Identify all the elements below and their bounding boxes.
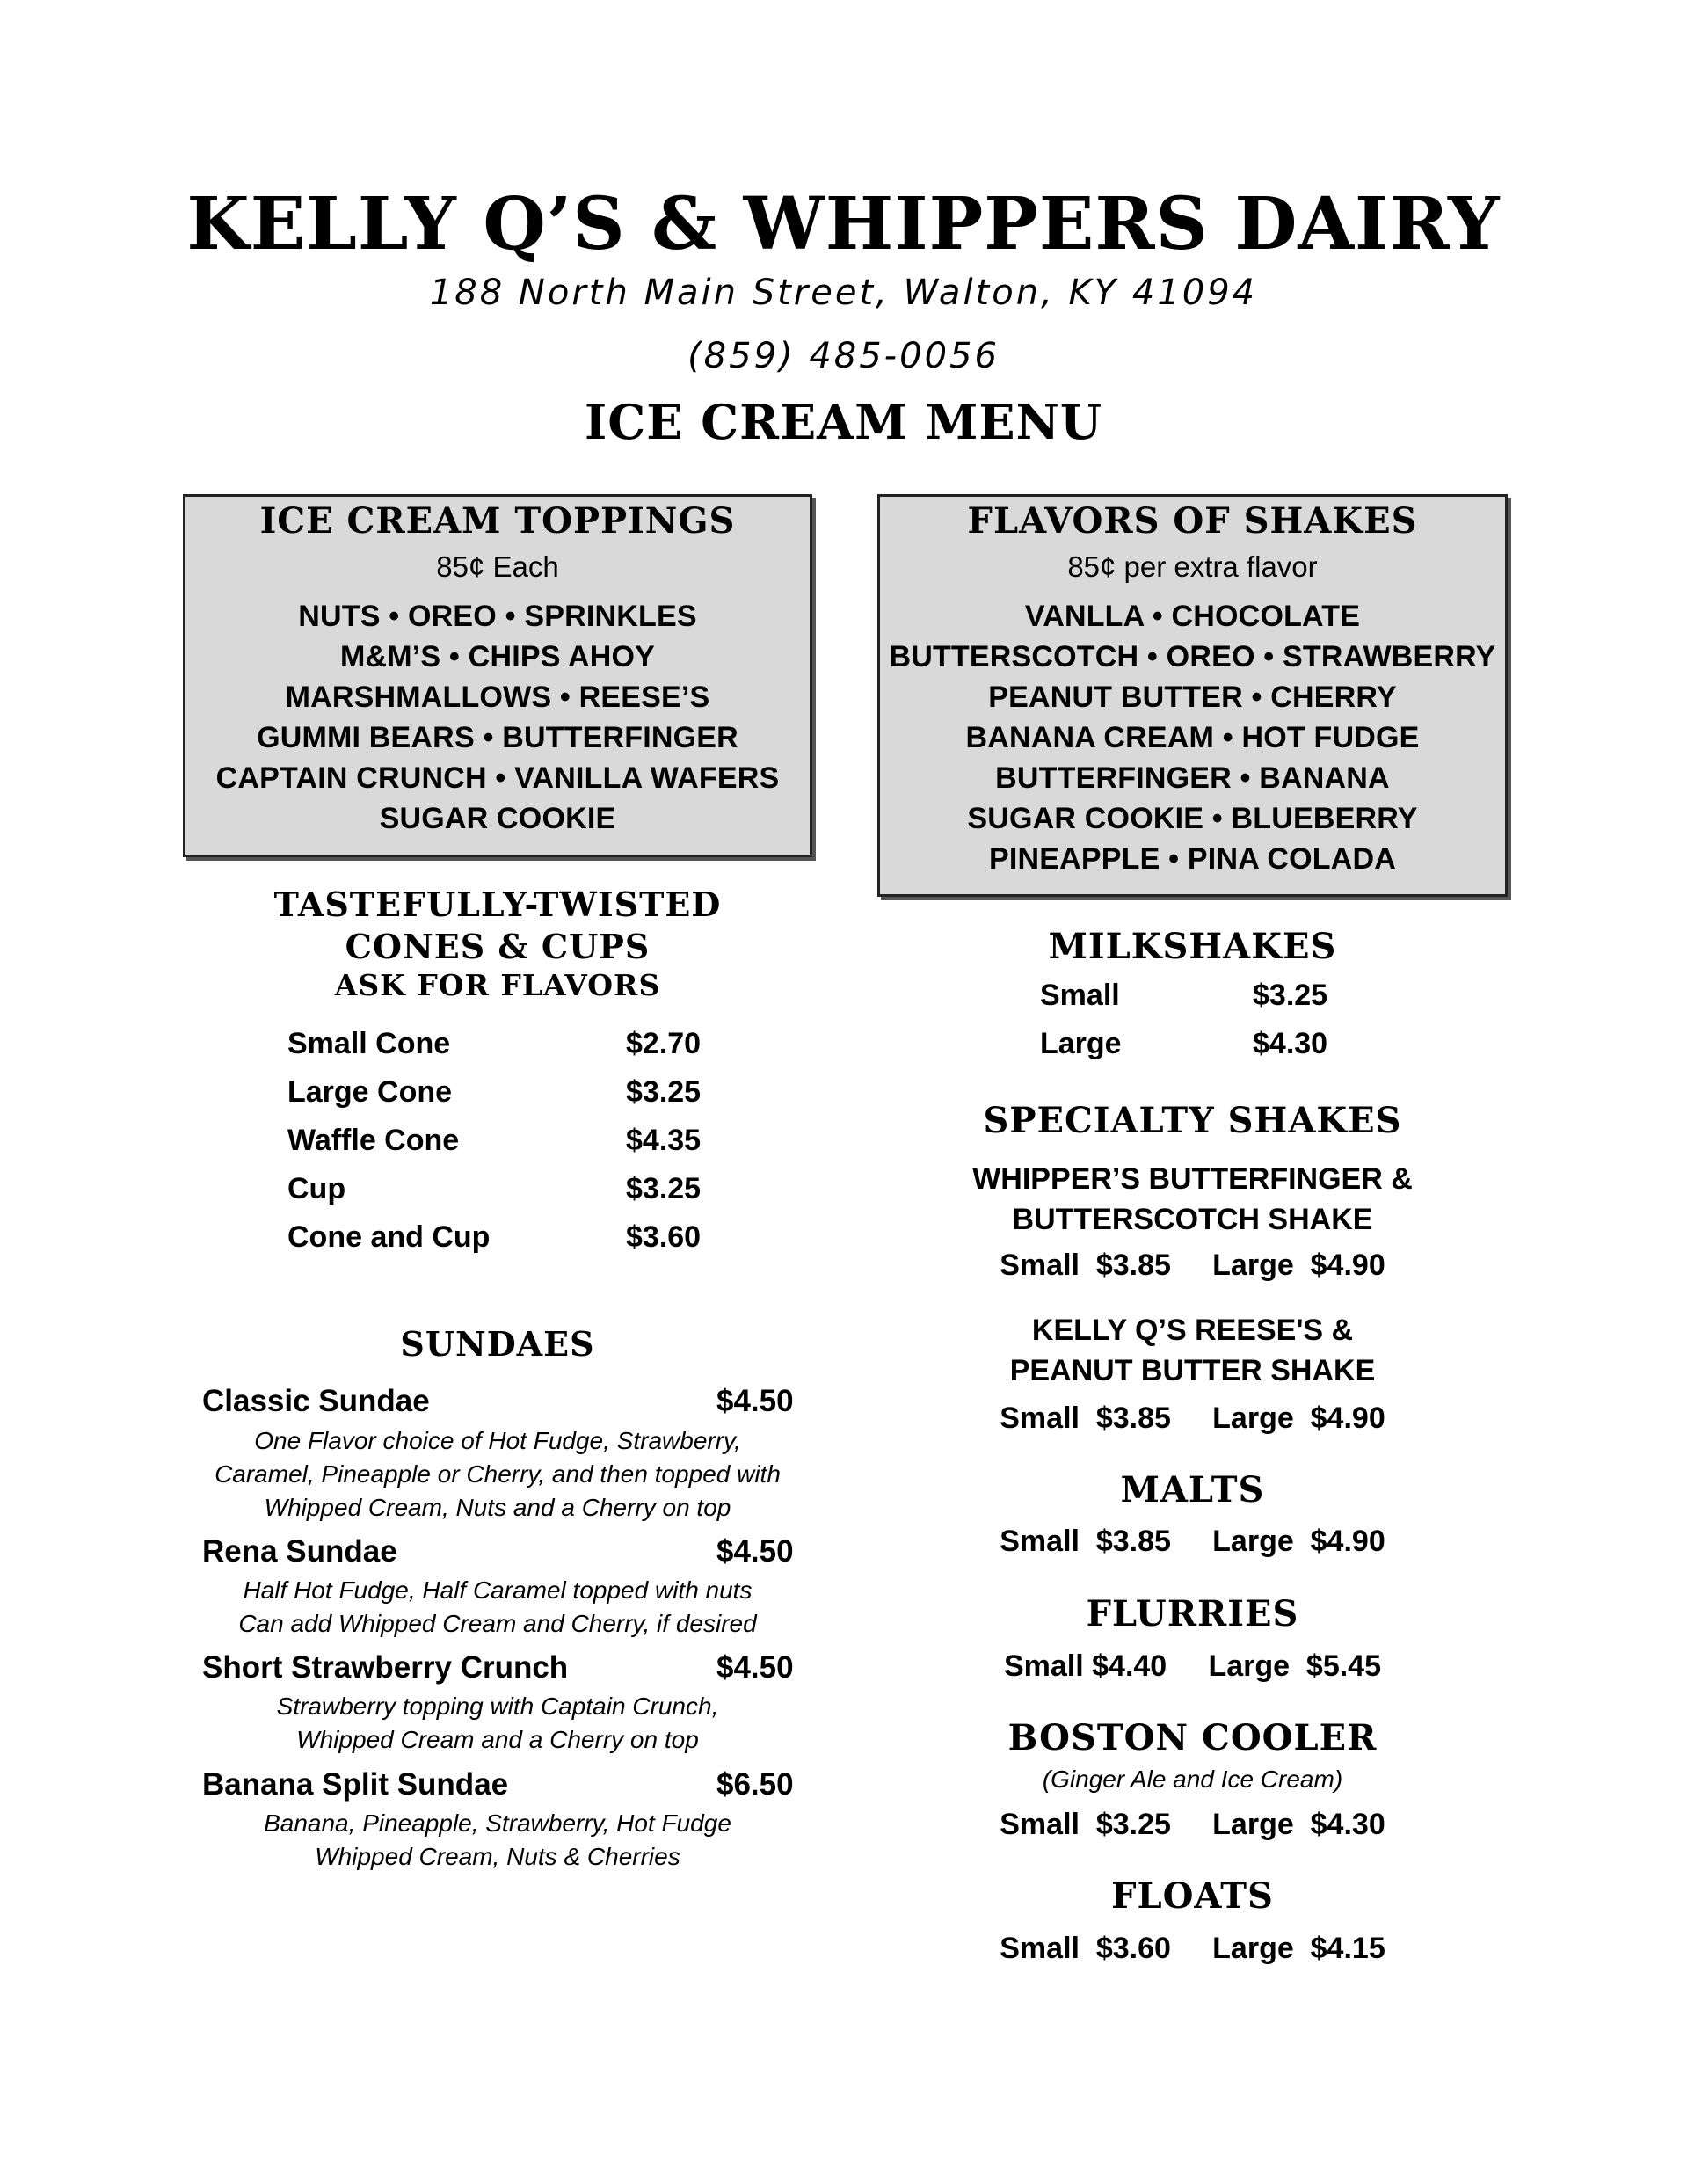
specialty-item-name (877, 1159, 1508, 1240)
cone-item-price: $3.25 (626, 1075, 702, 1109)
cone-item-price: $3.25 (626, 1172, 702, 1205)
sundae-price: $4.50 (716, 1650, 794, 1685)
toppings-line: NUTS • OREO • SPRINKLES (298, 600, 697, 633)
sundae-name: Rena Sundae (202, 1534, 397, 1569)
cone-item-name: Cone and Cup (287, 1220, 491, 1254)
sundae-desc-line: Caramel, Pineapple or Cherry, and then topped with (215, 1460, 781, 1488)
toppings-heading: ICE CREAM TOPPINGS (259, 500, 736, 542)
sundae-name: Classic Sundae (202, 1384, 430, 1418)
specialty-item-line: WHIPPER’S BUTTERFINGER & (972, 1162, 1413, 1196)
sundae-description (185, 1424, 811, 1525)
flurries-heading: FLURRIES (1086, 1593, 1299, 1634)
floats-heading: FLOATS (1111, 1875, 1274, 1917)
specialty-item-line: KELLY Q’S REESE'S & (1031, 1314, 1354, 1347)
sundae-price: $4.50 (716, 1384, 794, 1418)
boston-cooler-sizes: Small $3.25 Large $4.30 (1000, 1808, 1385, 1841)
milkshake-size: Large (1040, 1027, 1122, 1060)
shake-flavors-heading: FLAVORS OF SHAKES (967, 500, 1418, 542)
cone-item-price: $2.70 (626, 1027, 702, 1060)
cone-item-name: Large Cone (287, 1075, 453, 1109)
cones-subheading: ASK FOR FLAVORS (334, 968, 661, 1002)
toppings-line: SUGAR COOKIE (379, 802, 616, 835)
specialty-item-line: BUTTERSCOTCH SHAKE (1012, 1203, 1373, 1236)
sundae-desc-line: Whipped Cream and a Cherry on top (296, 1726, 699, 1753)
specialty-heading: SPECIALTY SHAKES (983, 1100, 1402, 1141)
shake-flavors-box (877, 494, 1508, 897)
toppings-line: CAPTAIN CRUNCH • VANILLA WAFERS (215, 761, 780, 795)
specialty-item-name (877, 1310, 1508, 1391)
milkshake-size: Small (1040, 979, 1120, 1012)
shake-flavors-price-note: 85¢ per extra flavor (1067, 550, 1318, 583)
malts-sizes: Small $3.85 Large $4.90 (1000, 1525, 1385, 1558)
sundae-desc-line: Banana, Pineapple, Strawberry, Hot Fudge (264, 1809, 731, 1837)
milkshake-price: $3.25 (1253, 979, 1328, 1012)
floats-sizes: Small $3.60 Large $4.15 (1000, 1932, 1385, 1965)
sundae-desc-line: Whipped Cream, Nuts and a Cherry on top (264, 1494, 731, 1521)
phone-number: (859) 485-0056 (687, 336, 1000, 376)
sundae-description (185, 1690, 811, 1757)
shake-flavors-line: PEANUT BUTTER • CHERRY (988, 681, 1397, 714)
toppings-box (183, 494, 812, 857)
cone-item-name: Cup (287, 1172, 346, 1205)
cone-item-name: Waffle Cone (287, 1124, 460, 1157)
toppings-line: MARSHMALLOWS • REESE’S (285, 681, 710, 714)
toppings-price-note: 85¢ Each (436, 550, 559, 583)
sundae-description (185, 1574, 811, 1641)
specialty-item-sizes: Small $3.85 Large $4.90 (1000, 1249, 1385, 1282)
sundae-desc-line: One Flavor choice of Hot Fudge, Strawberry, (254, 1427, 741, 1454)
milkshake-price: $4.30 (1253, 1027, 1328, 1060)
shake-flavors-line: BUTTERFINGER • BANANA (995, 761, 1390, 795)
sundae-name: Banana Split Sundae (202, 1767, 509, 1802)
sundae-desc-line: Strawberry topping with Captain Crunch, (276, 1693, 719, 1720)
shake-flavors-line: VANLLA • CHOCOLATE (1024, 600, 1361, 633)
boston-cooler-heading: BOSTON COOLER (1007, 1717, 1378, 1758)
sundae-price: $6.50 (716, 1767, 794, 1802)
sundae-price: $4.50 (716, 1534, 794, 1569)
cones-section-heading (183, 884, 812, 1003)
flurries-sizes: Small $4.40 Large $5.45 (1003, 1649, 1382, 1683)
cone-item-price: $4.35 (626, 1124, 702, 1157)
menu-title: ICE CREAM MENU (584, 394, 1103, 450)
malts-heading: MALTS (1120, 1469, 1265, 1511)
shake-flavors-line: PINEAPPLE • PINA COLADA (989, 842, 1396, 876)
cone-item-price: $3.60 (626, 1220, 702, 1254)
toppings-line: GUMMI BEARS • BUTTERFINGER (257, 721, 738, 754)
cones-heading-line1: TASTEFULLY-TWISTED (273, 885, 722, 924)
milkshakes-heading: MILKSHAKES (1048, 926, 1337, 967)
sundae-desc-line: Can add Whipped Cream and Cherry, if desired (238, 1610, 757, 1637)
toppings-line: M&M’S • CHIPS AHOY (339, 640, 656, 673)
sundae-desc-line: Whipped Cream, Nuts & Cherries (315, 1843, 680, 1870)
sundae-desc-line: Half Hot Fudge, Half Caramel topped with nuts (243, 1576, 753, 1604)
cones-heading-line2: CONES & CUPS (345, 927, 651, 966)
cone-item-name: Small Cone (287, 1027, 451, 1060)
shake-flavors-line: BANANA CREAM • HOT FUDGE (965, 721, 1420, 754)
sundae-description (185, 1807, 811, 1874)
restaurant-title: KELLY Q’S & WHIPPERS DAIRY (186, 182, 1501, 266)
sundae-name: Short Strawberry Crunch (202, 1650, 569, 1685)
shake-flavors-line: BUTTERSCOTCH • OREO • STRAWBERRY (889, 640, 1496, 673)
boston-cooler-note: (Ginger Ale and Ice Cream) (1042, 1765, 1343, 1793)
shake-flavors-line: SUGAR COOKIE • BLUEBERRY (967, 802, 1418, 835)
specialty-item-line: PEANUT BUTTER SHAKE (1009, 1354, 1376, 1387)
address: 188 North Main Street, Walton, KY 41094 (429, 273, 1258, 313)
sundaes-heading: SUNDAES (400, 1324, 595, 1364)
specialty-item-sizes: Small $3.85 Large $4.90 (1000, 1401, 1385, 1435)
